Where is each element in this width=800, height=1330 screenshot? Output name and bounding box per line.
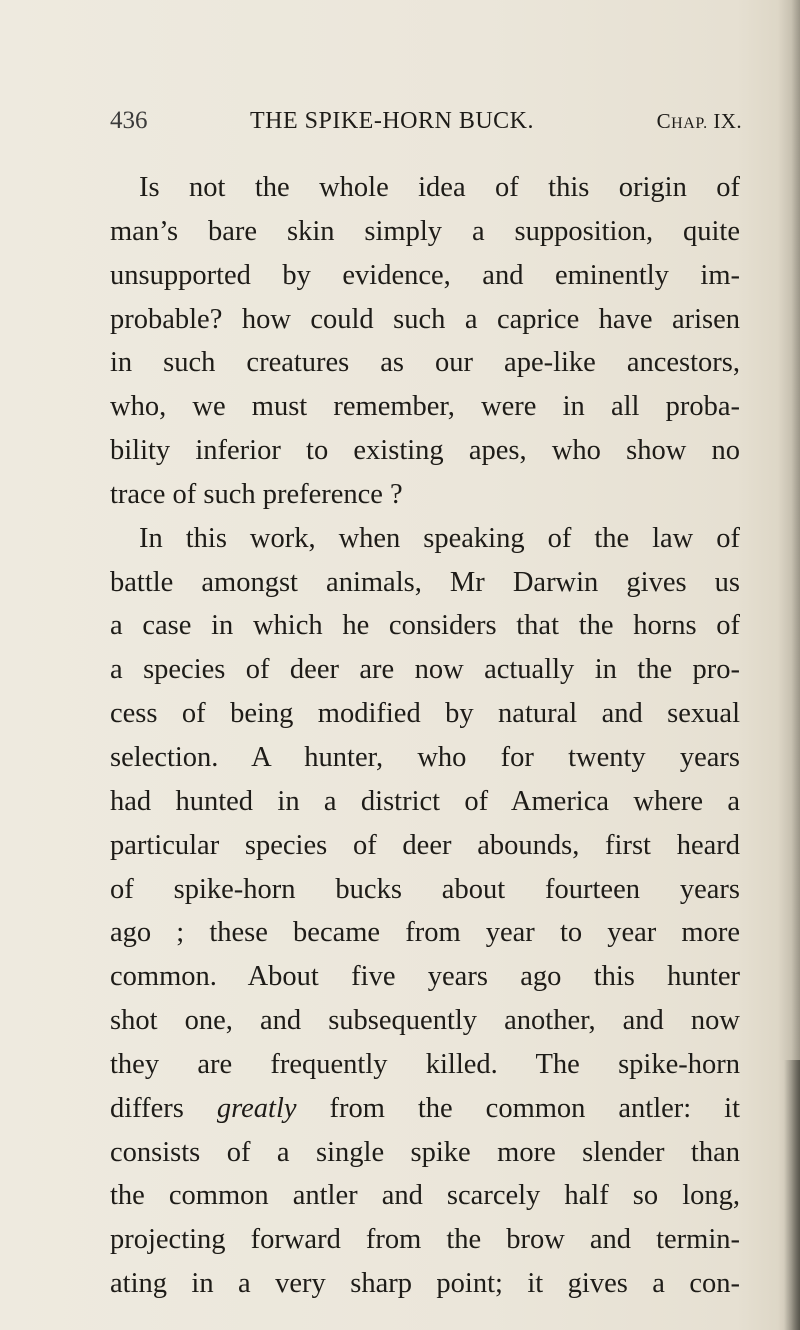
text-line: unsupported by evidence, and eminently im- bbox=[110, 259, 740, 291]
text-line: shot one, and subsequently another, and now bbox=[110, 1005, 740, 1037]
text-line: had hunted in a district of America where a bbox=[110, 785, 740, 817]
page-edge-dark bbox=[784, 1060, 800, 1330]
text-line: particular species of deer abounds, first heard bbox=[110, 829, 740, 861]
chapter-reference bbox=[657, 106, 742, 139]
text-line: in such creatures as our ape-like ancestors, bbox=[110, 347, 740, 379]
text-line: of spike-horn bucks about fourteen years bbox=[110, 873, 740, 905]
text-line: battle amongst animals, Mr Darwin gives us bbox=[110, 566, 740, 598]
text-line: consists of a single spike more slender than bbox=[110, 1136, 740, 1168]
emphasis-greatly: greatly bbox=[216, 1092, 297, 1124]
text-line: a case in which he considers that the horns of bbox=[110, 610, 740, 642]
body-text bbox=[110, 166, 740, 1306]
text-line: common. About five years ago this hunter bbox=[110, 961, 740, 993]
text-line: a species of deer are now actually in the pro- bbox=[110, 654, 740, 686]
text-segment: from the common antler: it bbox=[296, 1092, 740, 1124]
text-line: Is not the whole idea of this origin of bbox=[139, 172, 740, 203]
text-line: they are frequently killed. The spike-horn bbox=[110, 1048, 740, 1080]
text-line: cess of being modified by natural and sexual bbox=[110, 698, 740, 730]
text-line: ago ; these became from year to year more bbox=[110, 917, 740, 949]
text-line-with-emphasis bbox=[110, 1087, 740, 1131]
chapter-prefix: C bbox=[656, 109, 672, 133]
text-line: man’s bare skin simply a supposition, quite bbox=[110, 215, 740, 247]
chapter-smallcaps: HAP. bbox=[671, 115, 708, 132]
chapter-number: IX. bbox=[707, 109, 742, 133]
text-line: selection. A hunter, who for twenty years bbox=[110, 741, 740, 773]
page-number: 436 bbox=[110, 107, 148, 134]
text-line: trace of such preference ? bbox=[110, 478, 403, 510]
text-line: probable? how could such a caprice have arisen bbox=[110, 303, 740, 335]
running-head bbox=[110, 106, 742, 136]
text-line: the common antler and scarcely half so long, bbox=[110, 1180, 740, 1212]
text-line: projecting forward from the brow and termin- bbox=[110, 1224, 740, 1256]
text-segment: differs bbox=[110, 1092, 217, 1124]
text-line: ating in a very sharp point; it gives a con- bbox=[110, 1268, 740, 1300]
text-line: bility inferior to existing apes, who show no bbox=[110, 435, 740, 467]
text-line: who, we must remember, were in all proba- bbox=[110, 391, 740, 423]
running-title: THE SPIKE-HORN BUCK. bbox=[250, 108, 535, 134]
text-line: In this work, when speaking of the law of bbox=[139, 522, 740, 554]
